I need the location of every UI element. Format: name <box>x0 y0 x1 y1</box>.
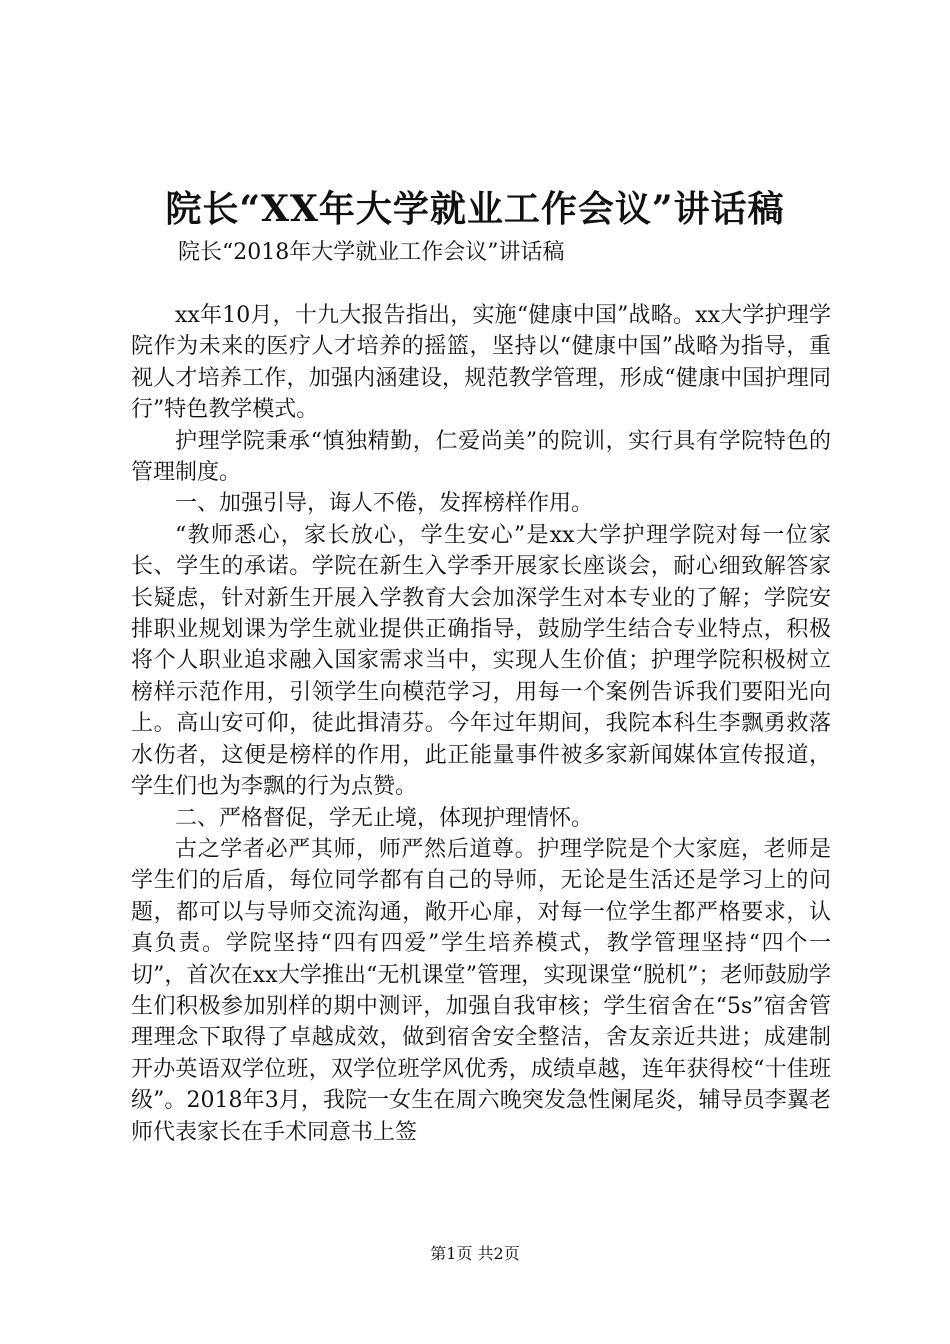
document-title: 院长“XX年大学就业工作会议”讲话稿 <box>165 188 785 230</box>
page-footer: 第1页 共2页 <box>430 1244 520 1263</box>
paragraph-3: “教师悉心，家长放心，学生安心”是xx大学护理学院对每一位家长、学生的承诺。学院在新生入学季开展家长座谈会，耐心细致解答家长疑虑，针对新生开展入学教育大会加深学生对本专业的了解；学院安排职业规划课为学生就业提供正确指导，鼓励学生结合专业特点，积极将个人职业追求融入国家需求当中，实现人生价值；护理学院积极树立榜样示范作用，引领学生向模范学习，用每一个案例告诉我们要阳光向上。高山安可仰，徒此揖清芬。今年过年期间，我院本科生李飘勇救落水伤者，这便是榜样的作用，此正能量事件被多家新闻媒体宣传报道，学生们也为李飘的行为点赞。 <box>131 522 831 800</box>
paragraph-4: 古之学者必严其师，师严然后道尊。护理学院是个大家庭，老师是学生们的后盾，每位同学都有自己的导师，无论是生活还是学习上的问题，都可以与导师交流沟通，敞开心扉，对每一位学生都严格要求，认真负责。学院坚持“四有四爱”学生培养模式，教学管理坚持“四个一切”，首次在xx大学推出“无机课堂”管理，实现课堂“脱机”；老师鼓励学生们积极参加别样的期中测评，加强自我审核；学生宿舍在“5s”宿舍管理理念下取得了卓越成效，做到宿舍安全整洁，舍友亲近共进；成建制开办英语双学位班，双学位班学风优秀，成绩卓越，连年获得校“十佳班级”。2018年3月，我院一女生在周六晚突发急性阑尾炎，辅导员李翼老师代表家长在手术同意书上签 <box>131 836 831 1145</box>
paragraph-1: xx年10月，十九大报告指出，实施“健康中国”战略。xx大学护理学院作为未来的医疗人才培养的摇篮，坚持以“健康中国”战略为指导，重视人才培养工作，加强内涵建设，规范教学管理，形成“健康中国护理同行”特色教学模式。 <box>131 303 831 423</box>
section-heading-1: 一、加强引导，诲人不倦，发挥榜样作用。 <box>175 491 594 517</box>
document-subtitle: 院长“2018年大学就业工作会议”讲话稿 <box>178 240 565 265</box>
document-body <box>131 300 831 1148</box>
paragraph-2: 护理学院秉承“慎独精勤，仁爱尚美”的院训，实行具有学院特色的管理制度。 <box>131 428 831 486</box>
section-heading-2: 二、严格督促，学无止境，体现护理情怀。 <box>175 805 594 831</box>
